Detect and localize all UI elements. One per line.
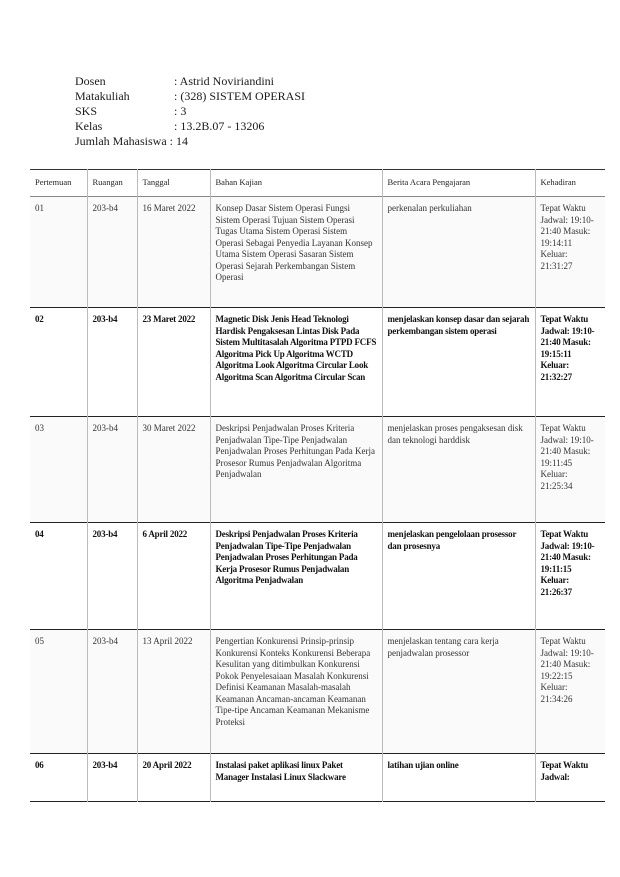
cell-kehadiran: Tepat Waktu Jadwal: 19:10-21:40 Masuk: 19:14:11 Keluar: 21:31:27: [535, 197, 605, 308]
cell-tanggal: 6 April 2022: [137, 523, 210, 630]
col-header-kehadiran: Kehadiran: [535, 170, 605, 197]
header-kelas: [75, 119, 305, 134]
table-row: [30, 754, 605, 802]
cell-pertemuan: 03: [30, 417, 87, 523]
cell-tanggal: 13 April 2022: [137, 630, 210, 754]
header-sks: [75, 104, 305, 119]
attendance-table: [30, 169, 605, 802]
cell-pertemuan: 01: [30, 197, 87, 308]
cell-bahan-kajian: Magnetic Disk Jenis Head Teknologi Hardisk Pengaksesan Lintas Disk Pada Sistem Multitasalah Algoritma PTPD FCFS Algoritma Pick Up Algoritma WCTD Algoritma Look Algoritma Circular Look Algoritma Scan Algoritma Circular Scan: [210, 308, 382, 417]
cell-bahan-kajian: Konsep Dasar Sistem Operasi Fungsi Sistem Operasi Tujuan Sistem Operasi Tugas Utama Sistem Operasi Sistem Operasi Sebagai Penyedia Layanan Konsep Utama Sistem Operasi Sasaran Sistem Operasi Sejarah Perkembangan Sistem Operasi: [210, 197, 382, 308]
cell-berita-acara: menjelaskan tentang cara kerja penjadwalan prosessor: [382, 630, 535, 754]
cell-kehadiran: Tepat Waktu Jadwal: 19:10-21:40 Masuk: 19:11:45 Keluar: 21:25:34: [535, 417, 605, 523]
cell-kehadiran: Tepat Waktu Jadwal:: [535, 754, 605, 802]
cell-tanggal: 16 Maret 2022: [137, 197, 210, 308]
cell-pertemuan: 06: [35, 760, 44, 770]
cell-berita-acara: menjelaskan pengelolaan prosessor dan prosesnya: [382, 523, 535, 630]
cell-bahan-kajian: Instalasi paket aplikasi linux Paket Manager Instalasi Linux Slackware: [210, 754, 382, 802]
cell-bahan-kajian: Pengertian Konkurensi Prinsip-prinsip Konkurensi Konteks Konkurensi Beberapa Kesulitan yang ditimbulkan Konkurensi Pokok Penyelesaiaan Masalah Konkurensi Definisi Keamanan Masalah-masalah Keamanan Ancaman-ancaman Keamanan Tipe-tipe Ancaman Keamanan Mekanisme Proteksi: [210, 630, 382, 754]
matakuliah-label: Matakuliah: [75, 89, 130, 103]
cell-berita-acara: menjelaskan proses pengaksesan disk dan teknologi harddisk: [382, 417, 535, 523]
col-header-pertemuan: Pertemuan: [35, 177, 72, 188]
cell-berita-acara: perkenalan perkuliahan: [382, 197, 535, 308]
cell-ruangan: 203-b4: [87, 523, 137, 630]
jumlah-value: : 14: [169, 134, 188, 148]
header-matakuliah: [75, 89, 305, 104]
kelas-label: Kelas: [75, 119, 103, 133]
cell-kehadiran: Tepat Waktu Jadwal: 19:10-21:40 Masuk: 19:15:11 Keluar: 21:32:27: [535, 308, 605, 417]
document-header: [75, 74, 305, 149]
kelas-value: : 13.2B.07 - 13206: [174, 119, 265, 133]
cell-pertemuan: 02: [35, 314, 44, 324]
cell-pertemuan: 04: [35, 529, 44, 539]
table-row: [30, 417, 605, 523]
cell-ruangan: 203-b4: [87, 754, 137, 802]
col-header-bahan-kajian: Bahan Kajian: [210, 170, 382, 197]
sks-label: SKS: [75, 104, 98, 118]
cell-pertemuan: 05: [30, 630, 87, 754]
cell-tanggal: 20 April 2022: [137, 754, 210, 802]
col-header-tanggal: Tanggal: [137, 170, 210, 197]
table-row: [30, 630, 605, 754]
dosen-label: Dosen: [75, 74, 106, 88]
cell-ruangan: 203-b4: [87, 197, 137, 308]
cell-berita-acara: latihan ujian online: [382, 754, 535, 802]
cell-kehadiran: Tepat Waktu Jadwal: 19:10-21:40 Masuk: 19:11:15 Keluar: 21:26:37: [535, 523, 605, 630]
cell-kehadiran: Tepat Waktu Jadwal: 19:10-21:40 Masuk: 19:22:15 Keluar: 21:34:26: [535, 630, 605, 754]
cell-tanggal: 30 Maret 2022: [137, 417, 210, 523]
cell-tanggal: 23 Maret 2022: [137, 308, 210, 417]
cell-bahan-kajian: Deskripsi Penjadwalan Proses Kriteria Penjadwalan Tipe-Tipe Penjadwalan Penjadwalan Proses Perhitungan Pada Kerja Prosesor Rumus Penjadwalan Algoritma Penjadwalan: [210, 417, 382, 523]
jumlah-label: Jumlah Mahasiswa: [75, 134, 167, 148]
cell-berita-acara: menjelaskan konsep dasar dan sejarah perkembangan sistem operasi: [382, 308, 535, 417]
table-row: [30, 197, 605, 308]
cell-bahan-kajian: Deskripsi Penjadwalan Proses Kriteria Penjadwalan Tipe-Tipe Penjadwalan Penjadwalan Proses Perhitungan Pada Kerja Prosesor Rumus Penjadwalan Algoritma Penjadwalan: [210, 523, 382, 630]
cell-ruangan: 203-b4: [87, 630, 137, 754]
header-jumlah: [75, 134, 305, 149]
sks-value: : 3: [174, 104, 187, 118]
table-row: [30, 308, 605, 417]
cell-ruangan: 203-b4: [87, 308, 137, 417]
table-header-row: [30, 170, 605, 197]
table-row: [30, 523, 605, 630]
col-header-berita-acara: Berita Acara Pengajaran: [382, 170, 535, 197]
col-header-ruangan: Ruangan: [87, 170, 137, 197]
dosen-value: : Astrid Noviriandini: [174, 74, 274, 88]
matakuliah-value: : (328) SISTEM OPERASI: [174, 89, 306, 103]
cell-ruangan: 203-b4: [87, 417, 137, 523]
header-dosen: [75, 74, 305, 89]
